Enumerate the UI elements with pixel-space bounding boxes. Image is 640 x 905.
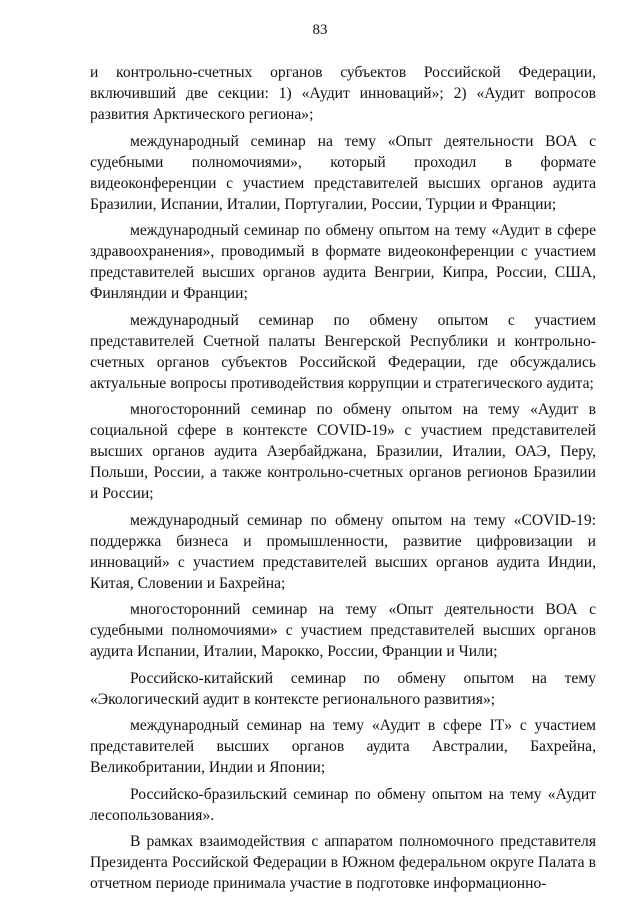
paragraph: многосторонний семинар на тему «Опыт деятельности ВОА с судебными полномочиями» с участием представителей высших органов аудита Испании, Италии, Марокко, России, Франции и Чили; — [90, 601, 596, 660]
paragraph: международный семинар на тему «Опыт деятельности ВОА с судебными полномочиями», который проходил в формате видеоконференции с участием представителей высших органов аудита Бразилии, Испании, Италии, Португалии, России, Турции и Франции; — [90, 132, 596, 213]
paragraph: международный семинар по обмену опытом на тему «COVID-19: поддержка бизнеса и промышленности, развитие цифровизации и инноваций» с участием представителей высших органов аудита Индии, Китая, Словении и Бахрейна; — [90, 511, 596, 592]
paragraph: многосторонний семинар по обмену опытом на тему «Аудит в социальной сфере в контексте COVID-19» с участием представителей высших органов аудита Азербайджана, Бразилии, Италии, ОАЭ, Перу, Польши, России, а также контрольно-счетных органов регионов Бразилии и России; — [90, 401, 596, 502]
paragraph: международный семинар по обмену опытом на тему «Аудит в сфере здравоохранения», проводимый в формате видеоконференции с участием представителей высших органов аудита Венгрии, Кипра, России, США, Финляндии и Франции; — [90, 222, 596, 302]
paragraph: международный семинар по обмену опытом с участием представителей Счетной палаты Венгерской Республики и контрольно-счетных органов субъектов Российской Федерации, где обсуждались актуальные вопросы противодействия коррупции и стратегического аудита; — [90, 311, 596, 392]
document-body — [90, 62, 596, 900]
paragraph: Российско-бразильский семинар по обмену опытом на тему «Аудит лесопользования». — [90, 785, 596, 824]
paragraph: В рамках взаимодействия с аппаратом полномочного представителя Президента Российской Федерации в Южном федеральном округе Палата в отчетном периоде принимала участие в подготовке информационно- — [90, 833, 596, 892]
paragraph: и контрольно-счетных органов субъектов Российской Федерации, включивший две секции: 1) «Аудит инноваций»; 2) «Аудит вопросов развития Арктического региона»; — [90, 64, 596, 123]
page-number: 83 — [312, 22, 328, 38]
paragraph: международный семинар на тему «Аудит в сфере IT» с участием представителей высших органов аудита Австралии, Бахрейна, Великобритании, Индии и Японии; — [90, 717, 596, 776]
paragraph: Российско-китайский семинар по обмену опытом на тему «Экологический аудит в контексте регионального развития»; — [90, 669, 596, 708]
